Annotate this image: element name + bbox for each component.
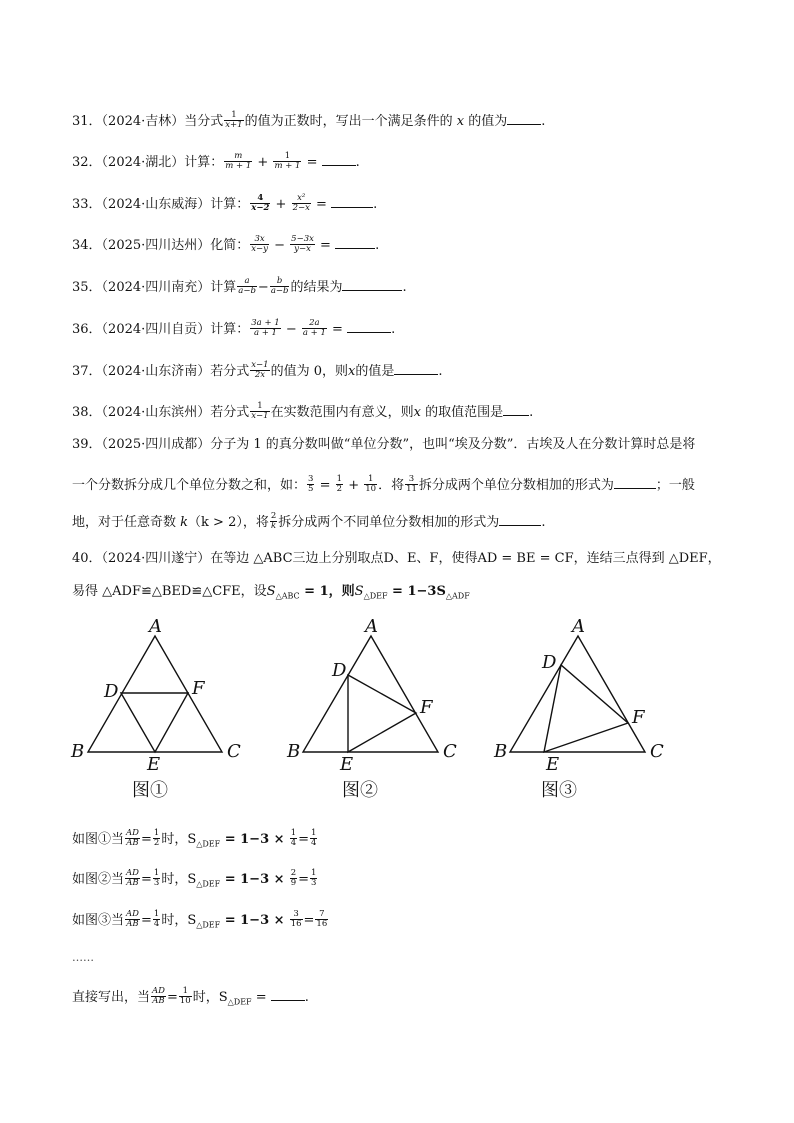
fraction: $\frac{1}{4}$: [311, 828, 317, 848]
answer-blank[interactable]: [503, 404, 529, 416]
question-40-line1: 40．（2024·四川遂宁）在等边 △ABC三边上分别取点D、E、F，使得AD = BE = CF，连结三点得到 △DEF，: [72, 551, 721, 566]
final-question: 直接写出，当 $\frac{AD}{AB}$ = $\frac{1}{10}$ 时，$S_{\triangle DEF}$ = .: [72, 986, 309, 1007]
caption-fig1: 图①: [132, 780, 168, 801]
fraction: $\frac{1}{3}$: [311, 868, 317, 888]
fraction: $\frac{2}{k}$: [270, 511, 277, 531]
label-e: E: [546, 754, 560, 775]
answer-blank[interactable]: [342, 279, 402, 291]
case-fig3: 如图③当 $\frac{AD}{AB}$ = $\frac{1}{4}$ 时，$S_{\triangle DEF} = 1-3$ × $\frac{3}{16}$ = $\frac{7}{16}$: [72, 909, 328, 930]
fraction: $\frac{4}{x-2}$: [251, 193, 270, 213]
answer-blank[interactable]: [335, 237, 375, 249]
fraction: $\frac{AD}{AB}$: [126, 909, 139, 929]
fraction: $\frac{b}{a-b}$: [270, 276, 289, 296]
triangle-abc-fig3: [510, 636, 645, 752]
label-a: A: [365, 616, 378, 637]
question-33: 33．（2024·山东威海）计算： $\frac{4}{x-2}$ + $\frac{\text{x²}}{2-x}$ = .: [72, 193, 378, 213]
question-35: 35．（2024·四川南充）计算 $\frac{a}{a-b}$ − $\frac{b}{a-b}$ 的结果为 .: [72, 276, 407, 296]
label-f: F: [420, 697, 433, 718]
answer-blank[interactable]: [322, 154, 356, 166]
answer-blank[interactable]: [271, 989, 305, 1001]
fraction: $\frac{3x}{x-y}$: [251, 234, 268, 254]
question-40-line2: 易得 △ADF≌△BED≌△CFE，设$S_{\triangle ABC} = 1$，则$S_{\triangle DEF} = 1-3S_{\triangle ADF}$: [72, 584, 470, 601]
label-b: B: [287, 741, 301, 762]
label-b: B: [494, 741, 508, 762]
fraction: $\frac{m}{m + 1}$: [225, 151, 252, 171]
label-d: D: [542, 652, 557, 673]
question-39-line3: 地，对于任意奇数 k（k > 2），将 $\frac{2}{k}$ 拆分成两个不同单位分数相加的形式为 .: [72, 511, 546, 531]
fraction: $\frac{a}{a-b}$: [238, 276, 256, 296]
triangle-def-fig3: [544, 665, 628, 752]
question-39-line2: 一个分数拆分成几个单位分数之和，如： $\frac{3}{5}$ = $\frac{1}{2}$ + $\frac{1}{10}$ ．将 $\frac{3}{11}$ 拆分成两个单位分数相加的形式为 ；一般: [72, 474, 695, 494]
label-d: D: [332, 660, 347, 681]
ellipsis: ……: [72, 951, 94, 964]
fraction: $\frac{1}{4}$: [290, 828, 297, 848]
label-f: F: [192, 678, 205, 699]
caption-fig3: 图③: [541, 780, 577, 801]
label-b: B: [71, 741, 85, 762]
label-c: C: [650, 741, 664, 762]
question-38: 38．（2024·山东滨州）若分式 $\frac{1}{x-1}$ 在实数范围内有意义，则x 的取值范围是 .: [72, 401, 534, 421]
answer-blank[interactable]: [507, 113, 541, 125]
question-39-line1: 39．（2025·四川成都）分子为 1 的真分数叫做“单位分数”，也叫“埃及分数”．古埃及人在分数计算时总是将: [72, 437, 696, 452]
label-e: E: [340, 754, 354, 775]
fraction: $\frac{1}{3}$: [153, 868, 160, 888]
fraction: $\frac{1}{2}$: [153, 828, 160, 848]
fraction: $\frac{AD}{AB}$: [126, 828, 139, 848]
triangle-abc-fig2: [303, 636, 438, 752]
fraction: $\frac{\text{x²}}{2-x}$: [292, 193, 310, 213]
question-32: 32．（2024·湖北）计算： $\frac{m}{m + 1}$ + $\frac{1}{m + 1}$ = .: [72, 151, 360, 171]
label-c: C: [227, 741, 241, 762]
fraction: $\frac{2a}{a + 1}$: [302, 318, 326, 338]
question-37: 37．（2024·山东济南）若分式 $\frac{x-1}{2x}$ 的值为 0，则x的值是 .: [72, 360, 443, 380]
fraction: $\frac{AD}{AB}$: [152, 986, 165, 1006]
label-e: E: [147, 754, 161, 775]
fraction: $\frac{5-3x}{y-x}$: [291, 234, 314, 254]
answer-blank[interactable]: [331, 196, 373, 208]
label-a: A: [572, 616, 585, 637]
fraction: $\frac{1}{4}$: [153, 909, 160, 929]
fraction: $\frac{1}{m + 1}$: [274, 151, 301, 171]
label-d: D: [104, 681, 119, 702]
fraction: $\frac{1}{x-1}$: [251, 401, 269, 421]
fraction: $\frac{1}{2}$: [336, 474, 343, 494]
fraction: $\frac{x-1}{2x}$: [251, 360, 269, 380]
label-f: F: [632, 707, 645, 728]
triangle-def-fig2: [348, 675, 416, 752]
fraction: $\frac{2}{9}$: [290, 868, 297, 888]
fraction: $\frac{7}{16}$: [316, 909, 328, 929]
fraction: $\frac{1}{x+1}$: [225, 110, 243, 130]
question-36: 36．（2024·四川自贡）计算： $\frac{3a + 1}{a + 1}$ − $\frac{2a}{a + 1}$ = .: [72, 318, 396, 338]
label-a: A: [149, 616, 162, 637]
answer-blank[interactable]: [614, 477, 656, 489]
fraction: $\frac{3}{11}$: [406, 474, 417, 494]
fraction: $\frac{3}{16}$: [290, 909, 302, 929]
question-31: 31．（2024·吉林）当分式 $\frac{1}{x+1}$ 的值为正数时，写出一个满足条件的 x 的值为 .: [72, 110, 546, 130]
triangle-def-fig1: [121, 693, 188, 752]
caption-fig2: 图②: [342, 780, 378, 801]
answer-blank[interactable]: [347, 321, 391, 333]
geometry-figures: [0, 610, 794, 810]
question-34: 34．（2025·四川达州）化简： $\frac{3x}{x-y}$ − $\frac{5-3x}{y-x}$ = .: [72, 234, 380, 254]
case-fig2: 如图②当 $\frac{AD}{AB}$ = $\frac{1}{3}$ 时，$S_{\triangle DEF} = 1-3$ × $\frac{2}{9}$ = $\frac{1}{3}$: [72, 868, 317, 889]
label-c: C: [443, 741, 457, 762]
answer-blank[interactable]: [394, 363, 438, 375]
fraction: $\frac{1}{10}$: [179, 986, 191, 1006]
answer-blank[interactable]: [499, 514, 541, 526]
case-fig1: 如图①当 $\frac{AD}{AB}$ = $\frac{1}{2}$ 时，$S_{\triangle DEF} = 1-3$ × $\frac{1}{4}$ = $\frac{1}{4}$: [72, 828, 317, 849]
fraction: $\frac{3}{5}$: [308, 474, 314, 494]
fraction: $\frac{3a + 1}{a + 1}$: [251, 318, 280, 338]
fraction: $\frac{AD}{AB}$: [126, 868, 139, 888]
fraction: $\frac{1}{10}$: [365, 474, 377, 494]
